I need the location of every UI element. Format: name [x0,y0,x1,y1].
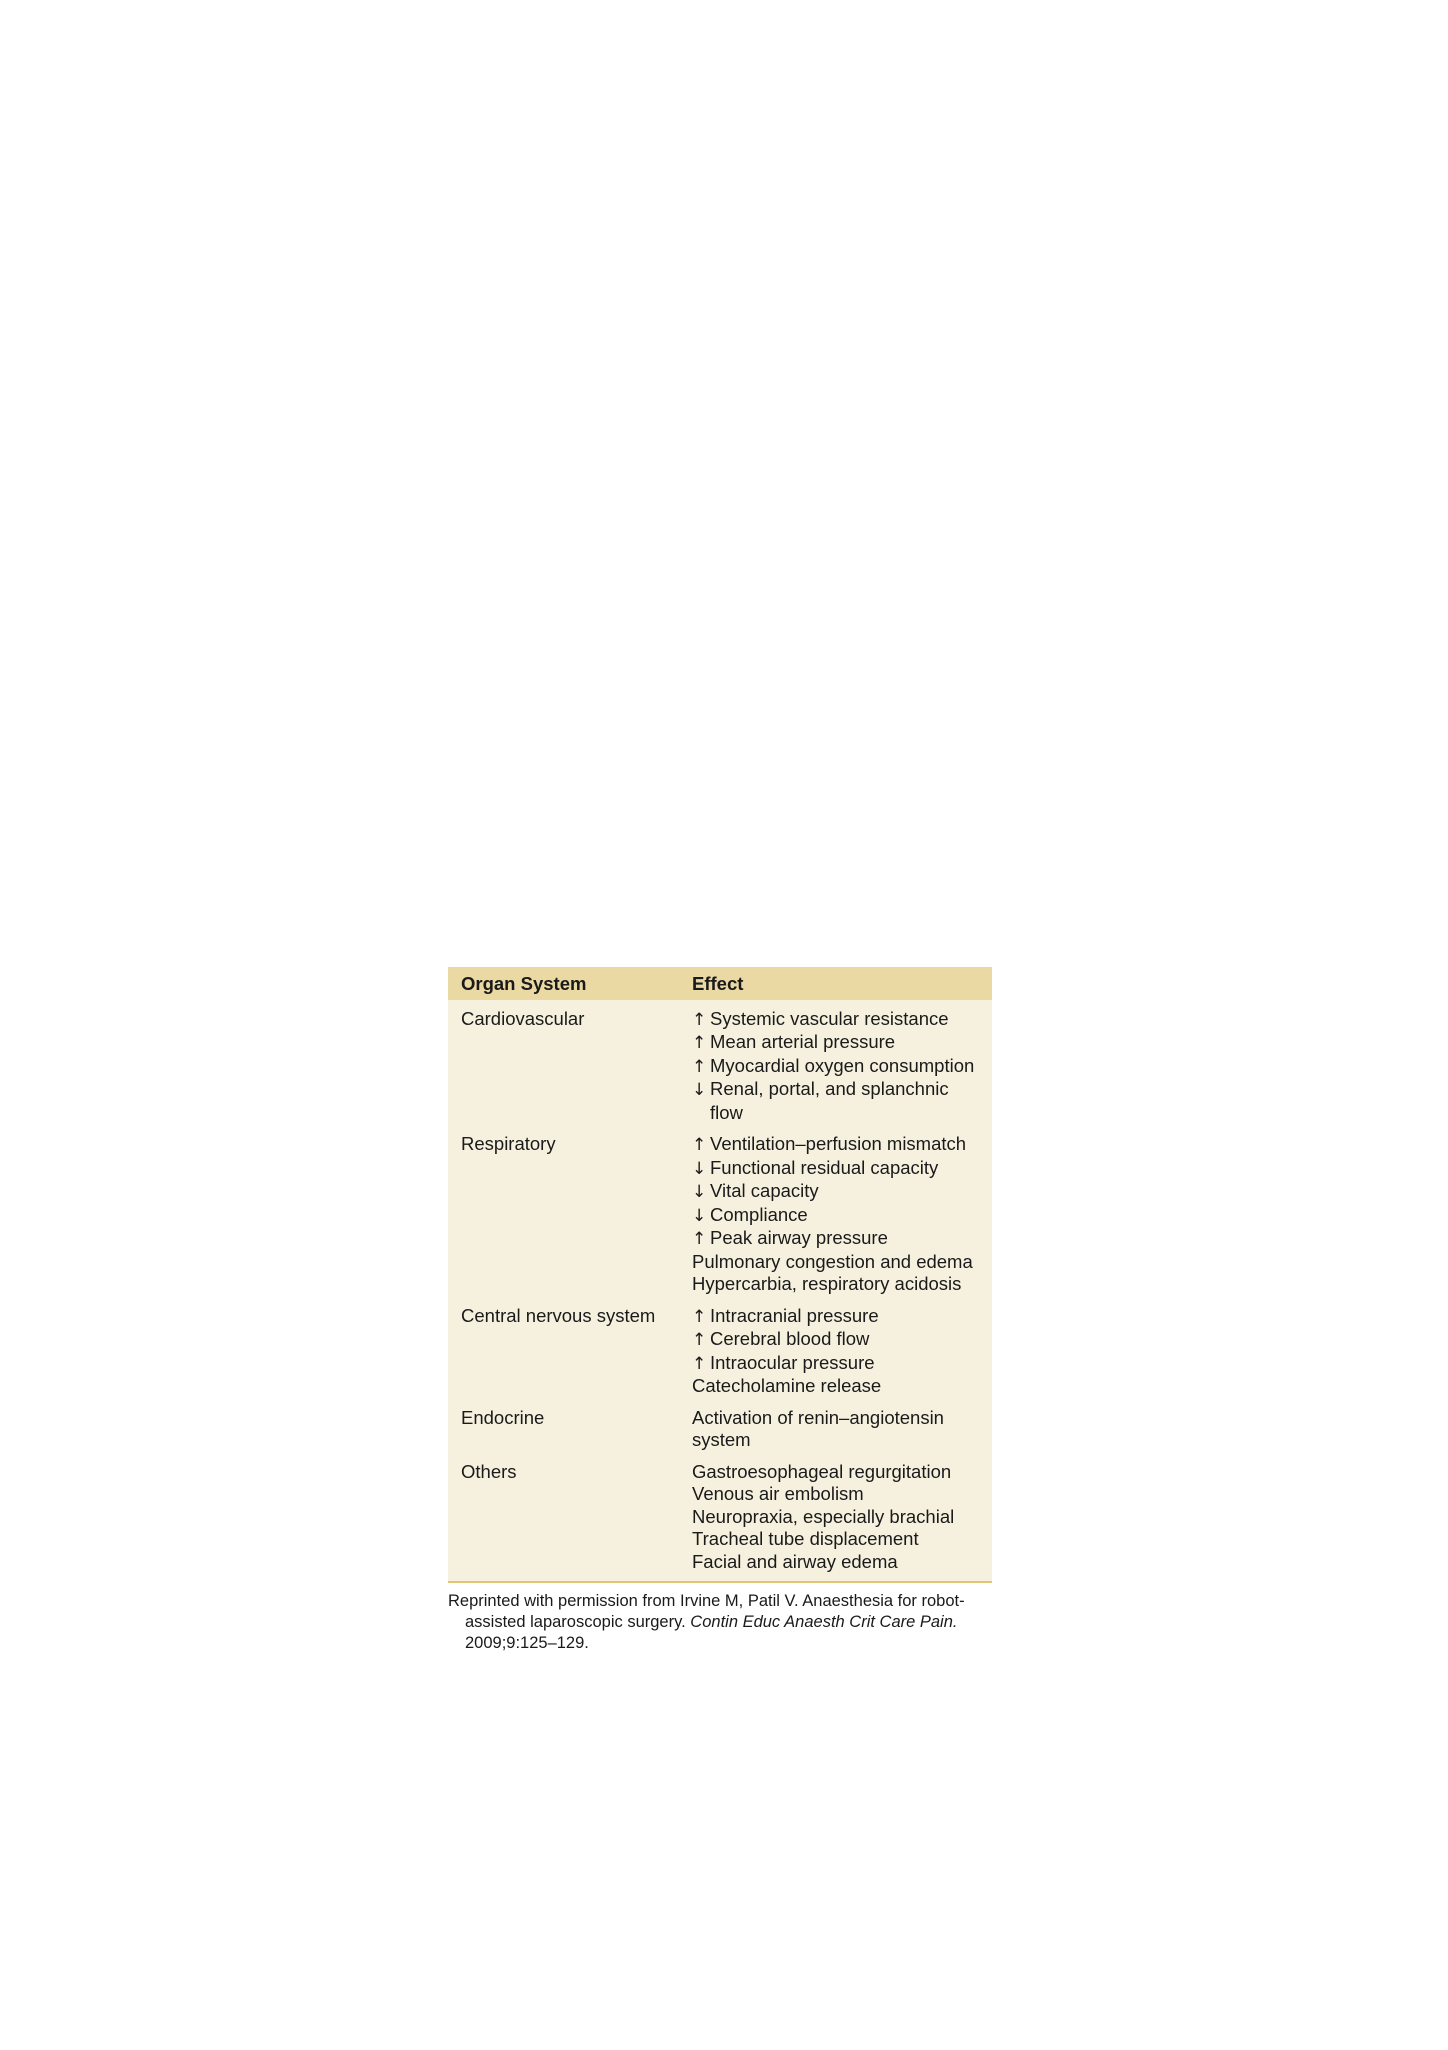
effects-table-container [448,967,992,1654]
increase-arrow-icon: ↑ [692,1033,707,1053]
effect-text: Gastroesophageal regurgitation [692,1460,952,1482]
organ-system-cell: Central nervous system [461,1304,656,1326]
header-effect: Effect [685,967,992,1000]
table-source-caption [448,1591,992,1654]
effect-text: Myocardial oxygen consumption [710,1054,975,1076]
organ-system-cell: Others [448,1457,685,1583]
decrease-arrow-icon: ↓ [692,1205,707,1226]
effect-text: Intracranial pressure [710,1304,879,1326]
effect-text: Venous air embolism [692,1483,864,1504]
effect-text: Peak airway pressure [710,1227,888,1248]
effect-item [692,1461,980,1484]
increase-arrow-icon: ↑ [692,1306,707,1327]
effect-item [692,1352,980,1376]
caption-suffix: 2009;9:125–129. [465,1634,589,1652]
effect-text: Tracheal tube displacement [692,1528,919,1549]
effect-text: Renal, portal, and splanchnic flow [710,1078,949,1123]
effect-item [692,1551,980,1574]
effect-item [692,1008,980,1032]
table-row [448,1000,992,1130]
effect-item [692,1251,980,1274]
effect-cell [685,1000,992,1130]
increase-arrow-icon: ↑ [692,1229,707,1249]
effect-item [692,1528,980,1551]
effect-item [692,1133,980,1157]
increase-arrow-icon: ↑ [692,1353,707,1374]
decrease-arrow-icon: ↓ [692,1182,707,1202]
decrease-arrow-icon: ↓ [692,1080,707,1100]
effect-item [692,1078,980,1124]
caption-prefix: Reprinted with permission from Irvine M, Patil V. Anaesthesia for robot-assisted laparoscopic surgery. [448,1592,965,1631]
effect-text: Vital capacity [710,1180,819,1201]
table-header [448,967,992,1000]
organ-effects-table [448,967,992,1583]
effect-text: Systemic vascular resistance [710,1007,949,1029]
effect-text: Facial and airway edema [692,1550,898,1572]
organ-system-cell: Cardiovascular [461,1007,585,1029]
effect-item [692,1055,980,1079]
table-row [448,1403,992,1457]
organ-system-cell: Endocrine [461,1406,545,1428]
effect-item [692,1328,980,1352]
effect-item [692,1204,980,1228]
effect-cell [685,1129,992,1301]
table-row [448,1301,992,1403]
effect-item [692,1273,980,1296]
effect-text: Activation of renin–angiotensin system [692,1406,944,1450]
effect-cell [685,1403,992,1457]
effect-cell [685,1457,992,1583]
effect-item [692,1305,980,1329]
table-row [448,1129,992,1301]
effect-item [692,1407,980,1452]
effect-text: Catecholamine release [692,1375,882,1396]
effect-item [692,1375,980,1398]
increase-arrow-icon: ↑ [692,1330,707,1350]
effect-text: Compliance [710,1203,808,1225]
organ-system-cell: Respiratory [461,1133,556,1154]
header-organ-system: Organ System [448,967,685,1000]
effect-text: Ventilation–perfusion mismatch [710,1133,967,1154]
effect-item [692,1180,980,1204]
effect-text: Intraocular pressure [710,1351,875,1373]
table-body [448,1000,992,1583]
effect-item [692,1506,980,1529]
increase-arrow-icon: ↑ [692,1135,707,1155]
increase-arrow-icon: ↑ [692,1056,707,1077]
decrease-arrow-icon: ↓ [692,1158,707,1179]
header-row [448,967,992,1000]
effect-text: Pulmonary congestion and edema [692,1250,973,1272]
effect-text: Hypercarbia, respiratory acidosis [692,1273,962,1294]
effect-text: Cerebral blood flow [710,1328,870,1349]
effect-item [692,1227,980,1251]
effect-text: Mean arterial pressure [710,1031,896,1052]
effect-text: Neuropraxia, especially brachial [692,1505,955,1527]
effect-item [692,1483,980,1506]
effect-item [692,1157,980,1181]
caption-journal: Contin Educ Anaesth Crit Care Pain. [690,1613,958,1631]
effect-item [692,1031,980,1055]
effect-cell [685,1301,992,1403]
effect-text: Functional residual capacity [710,1156,939,1178]
increase-arrow-icon: ↑ [692,1009,707,1030]
table-row [448,1457,992,1583]
